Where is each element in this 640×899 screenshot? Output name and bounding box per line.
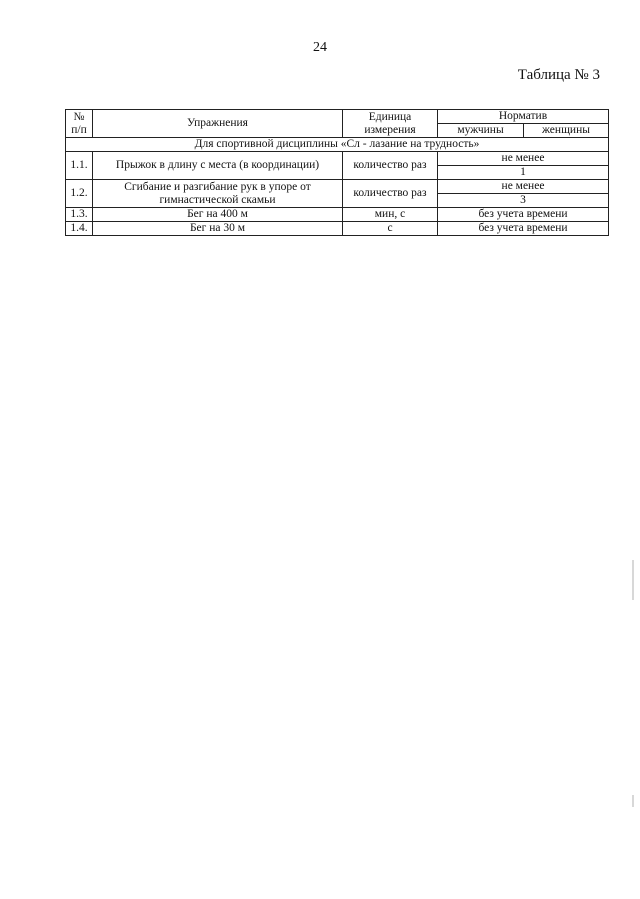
table-row: [66, 180, 609, 194]
row-exercise: Сгибание и разгибание рук в упоре от гимнастической скамьи: [93, 180, 343, 208]
page-number: 24: [313, 40, 327, 55]
norms-table: [65, 109, 609, 236]
table-row: [66, 152, 609, 166]
row-norm-text: без учета времени: [438, 208, 609, 222]
row-norm-label: не менее: [438, 180, 609, 194]
header-unit: Единица измерения: [343, 110, 438, 138]
section-row: [66, 138, 609, 152]
header-women: женщины: [524, 124, 609, 138]
scan-edge-mark: [632, 560, 634, 600]
row-norm-value: 3: [438, 194, 609, 208]
row-unit: мин, с: [343, 208, 438, 222]
row-norm-text: без учета времени: [438, 222, 609, 236]
row-num: 1.1.: [66, 152, 93, 180]
row-num: 1.4.: [66, 222, 93, 236]
row-exercise: Бег на 400 м: [93, 208, 343, 222]
header-num: № п/п: [66, 110, 93, 138]
section-title: Для спортивной дисциплины «Сл - лазание на трудность»: [66, 138, 609, 152]
row-unit: количество раз: [343, 152, 438, 180]
row-exercise: Прыжок в длину с места (в координации): [93, 152, 343, 180]
header-norm: Норматив: [438, 110, 609, 124]
row-unit: количество раз: [343, 180, 438, 208]
header-exercises: Упражнения: [93, 110, 343, 138]
header-men: мужчины: [438, 124, 524, 138]
table-caption: Таблица № 3: [517, 67, 600, 83]
row-norm-label: не менее: [438, 152, 609, 166]
row-exercise: Бег на 30 м: [93, 222, 343, 236]
row-num: 1.3.: [66, 208, 93, 222]
row-unit: с: [343, 222, 438, 236]
table-row: [66, 222, 609, 236]
scan-edge-mark: [632, 795, 634, 807]
header-row: [66, 110, 609, 124]
row-num: 1.2.: [66, 180, 93, 208]
row-norm-value: 1: [438, 166, 609, 180]
table-row: [66, 208, 609, 222]
